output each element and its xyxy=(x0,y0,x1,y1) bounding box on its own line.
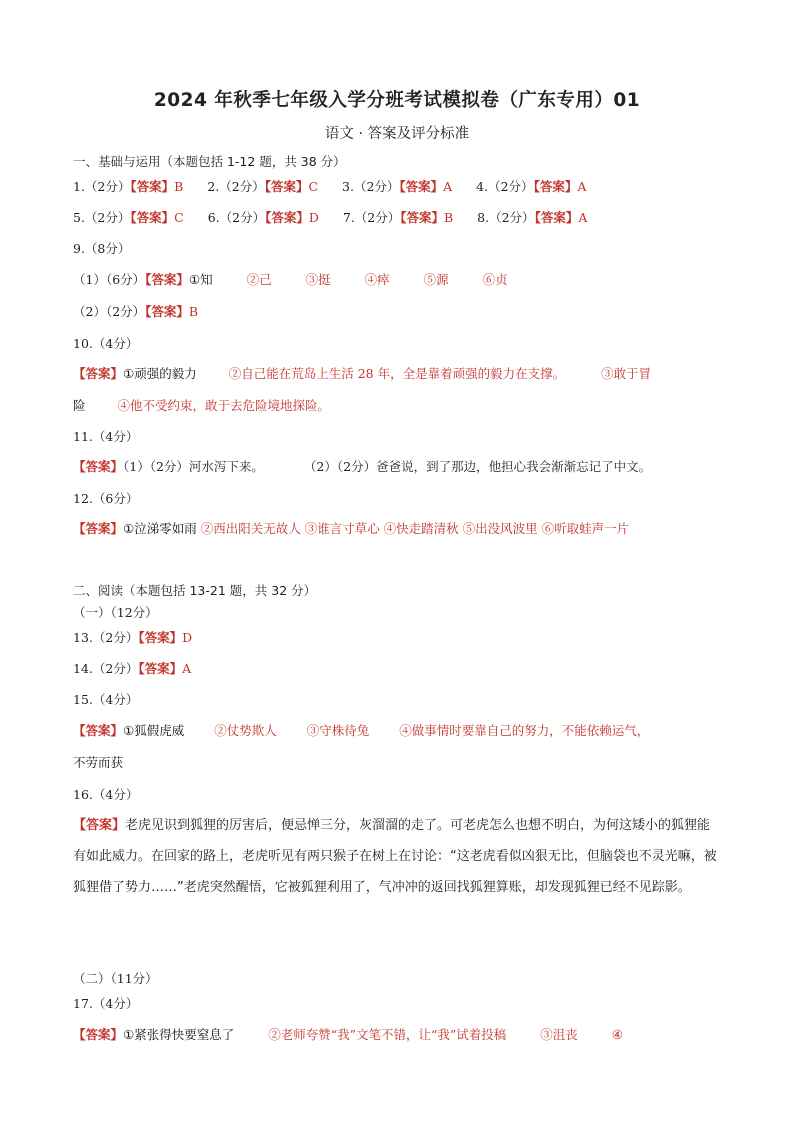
q9-sub2-num: （2）（2分） xyxy=(73,304,146,319)
q16-answer-text: 老虎见识到狐狸的厉害后，便忌惮三分，灰溜溜的走了。可老虎怎么也想不明白，为何这矮小的狐狸能有如此威力。在回家的路上，老虎听见有两只猴子在树上在讨论：“这老虎看似凶狠无比，但脑袋也不灵光嘛，被狐狸借了势力……”老虎突然醒悟，它被狐狸利用了，气冲冲的返回找狐狸算账，却发现狐狸已经不见踪影。 xyxy=(73,818,717,895)
q1-num: 1.（2分） xyxy=(73,179,131,194)
q14-answer-tag: 【答案】 xyxy=(138,661,183,676)
q9-sub1-item-5: ⑤源 xyxy=(423,272,449,287)
q10-answer-line-2 xyxy=(73,398,330,414)
q2-answer: C xyxy=(308,179,319,194)
q11-num: 11.（4分） xyxy=(73,429,139,444)
q12-answer-1: ①泣涕零如雨 xyxy=(123,521,197,536)
q10-num: 10.（4分） xyxy=(73,336,139,351)
q6-answer-tag: 【答案】 xyxy=(265,210,309,225)
q12-answer-tag: 【答案】 xyxy=(73,521,124,536)
q13-answer: D xyxy=(182,630,193,645)
page-title: 2024 年秋季七年级入学分班考试模拟卷（广东专用）01 xyxy=(153,90,641,111)
q9-sub1-item-2: ②己 xyxy=(246,272,272,287)
q15-answer-3: ③守株待兔 xyxy=(306,723,370,738)
page-subtitle: 语文 · 答案及评分标准 xyxy=(324,126,470,142)
q17-answer-1: ①紧张得快要窒息了 xyxy=(123,1027,235,1042)
q9-sub1-item-3: ③挺 xyxy=(305,272,331,287)
q17-answer-4: ④ xyxy=(611,1027,623,1042)
subsection-heading-2: （二）（11分） xyxy=(73,971,158,986)
q10-answer-4: ④他不受约束，敢于去危险境地探险。 xyxy=(117,398,331,413)
q7-num: 7.（2分） xyxy=(342,210,401,225)
q4-answer-tag: 【答案】 xyxy=(533,179,578,194)
q9-sub1 xyxy=(73,272,508,288)
q12-num: 12.（6分） xyxy=(73,491,139,506)
q13-num: 13.（2分） xyxy=(73,630,139,645)
q15-answer-1: ①狐假虎威 xyxy=(123,723,185,738)
subsection-heading-1: （一）（12分） xyxy=(73,605,158,620)
q15-num: 15.（4分） xyxy=(73,692,139,707)
q17-num: 17.（4分） xyxy=(73,996,139,1011)
q10-answer-3: ③敢于冒 xyxy=(601,366,652,381)
q7-answer: B xyxy=(444,210,454,225)
q16-answer-tag: 【答案】 xyxy=(73,818,126,833)
q11-answer-2: （2）（2分）爸爸说，到了那边，他担心我会渐渐忘记了中文。 xyxy=(303,459,652,474)
q15-answer-2: ②仗势欺人 xyxy=(214,723,277,738)
q10-answer-line-1 xyxy=(73,366,651,382)
q9-sub1-num: （1）（6分） xyxy=(73,272,146,287)
q4-num: 4.（2分） xyxy=(476,179,534,194)
q15-answer-line-2 xyxy=(73,755,123,771)
q9-sub2-answer-tag: 【答案】 xyxy=(145,304,189,319)
q11-answer-tag: 【答案】 xyxy=(73,459,124,474)
q3-answer-tag: 【答案】 xyxy=(399,179,444,194)
q9-sub1-item-1: ①知 xyxy=(188,272,213,287)
q9-sub2 xyxy=(73,304,198,320)
q17-answer-3: ③沮丧 xyxy=(540,1027,578,1042)
q12-answer-line xyxy=(73,521,629,537)
q9-sub1-item-4: ④瘁 xyxy=(364,272,390,287)
q13-answer-tag: 【答案】 xyxy=(138,630,183,645)
q8-num: 8.（2分） xyxy=(477,210,535,225)
q9-sub1-item-6: ⑥贞 xyxy=(482,272,508,287)
section-heading-part1: 一、基础与运用（本题包括 1-12 题，共 38 分） xyxy=(73,154,346,169)
q2-answer-tag: 【答案】 xyxy=(264,179,309,194)
q6-answer: D xyxy=(308,210,319,225)
q14-answer: A xyxy=(182,661,192,676)
q2-num: 2.（2分） xyxy=(207,179,265,194)
q15-answer-4-cont: 不劳而获 xyxy=(73,755,124,770)
q5-answer: C xyxy=(174,210,184,225)
q16-answer-paragraph xyxy=(73,810,719,903)
mc-row-2 xyxy=(73,210,587,226)
q9-num: 9.（8分） xyxy=(73,241,131,256)
q14-row xyxy=(73,661,191,677)
q17-answer-2: ②老师夸赞“我”文笔不错，让“我”试着投稿 xyxy=(268,1027,507,1042)
q13-row xyxy=(73,630,192,646)
q10-answer-2: ②自己能在荒岛上生活 28 年，全是靠着顽强的毅力在支撑。 xyxy=(228,366,566,381)
q3-answer: A xyxy=(443,179,453,194)
q10-answer-3-cont: 险 xyxy=(73,398,86,413)
q10-answer-1: ①顽强的毅力 xyxy=(123,366,197,381)
q15-answer-4: ④做事情时要靠自己的努力，不能依赖运气， xyxy=(399,723,650,738)
q6-num: 6.（2分） xyxy=(207,210,266,225)
q15-answer-tag: 【答案】 xyxy=(73,723,124,738)
q17-answer-line xyxy=(73,1027,623,1043)
q4-answer: A xyxy=(577,179,587,194)
mc-row-1 xyxy=(73,179,586,195)
q5-num: 5.（2分） xyxy=(73,210,131,225)
q8-answer: A xyxy=(578,210,588,225)
q14-num: 14.（2分） xyxy=(73,661,139,676)
q17-answer-tag: 【答案】 xyxy=(73,1027,124,1042)
q3-num: 3.（2分） xyxy=(342,179,400,194)
q15-answer-line-1 xyxy=(73,723,649,739)
q11-answer-line xyxy=(73,459,651,475)
q1-answer: B xyxy=(174,179,184,194)
q12-answer-rest: ②西出阳关无故人 ③谁言寸草心 ④快走踏清秋 ⑤出没风波里 ⑥听取蛙声一片 xyxy=(200,521,630,536)
q11-answer-1: （1）（2分）河水泻下来。 xyxy=(123,459,264,474)
section-heading-part2: 二、阅读（本题包括 13-21 题，共 32 分） xyxy=(73,583,317,598)
q8-answer-tag: 【答案】 xyxy=(534,210,579,225)
q10-answer-tag: 【答案】 xyxy=(73,366,124,381)
q16-num: 16.（4分） xyxy=(73,787,139,802)
q7-answer-tag: 【答案】 xyxy=(400,210,445,225)
q9-sub1-answer-tag: 【答案】 xyxy=(145,272,189,287)
q9-sub2-answer: B xyxy=(188,304,199,319)
q1-answer-tag: 【答案】 xyxy=(130,179,175,194)
q5-answer-tag: 【答案】 xyxy=(130,210,175,225)
